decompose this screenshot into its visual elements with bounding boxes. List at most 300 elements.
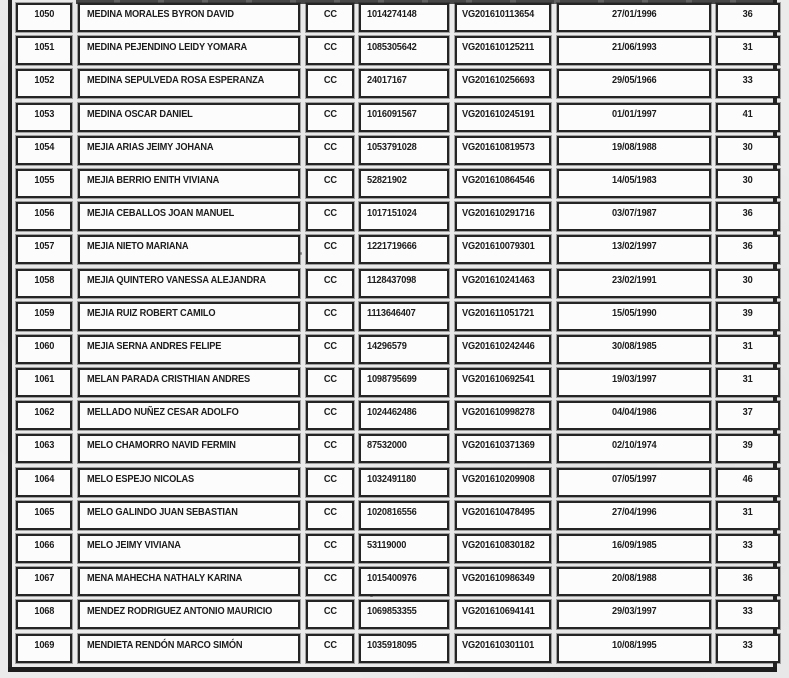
row-number: 1060 bbox=[34, 339, 54, 352]
table-bottom-border bbox=[8, 667, 777, 672]
code-value: VG201611051721 bbox=[462, 306, 535, 319]
date-cell bbox=[557, 169, 711, 198]
date-value: 10/08/1995 bbox=[611, 638, 657, 651]
document-type: CC bbox=[323, 339, 337, 352]
row-number-cell bbox=[16, 335, 72, 364]
document-type-cell bbox=[306, 103, 354, 132]
full-name-cell bbox=[78, 534, 300, 563]
row-number-cell bbox=[16, 634, 72, 663]
code-cell bbox=[455, 567, 551, 596]
row-number: 1064 bbox=[34, 472, 54, 485]
date-value: 01/01/1997 bbox=[611, 107, 657, 120]
row-number-cell bbox=[16, 600, 72, 629]
code-cell bbox=[455, 600, 551, 629]
table-row bbox=[0, 35, 789, 68]
age-value: 33 bbox=[743, 74, 753, 87]
code-cell bbox=[455, 36, 551, 65]
row-number-cell bbox=[16, 235, 72, 264]
full-name-cell bbox=[78, 235, 300, 264]
full-name-cell bbox=[78, 401, 300, 430]
document-type: CC bbox=[323, 406, 337, 419]
age-cell bbox=[716, 36, 780, 65]
age-value: 31 bbox=[743, 373, 753, 386]
document-type-cell bbox=[306, 36, 354, 65]
code-value: VG201610291716 bbox=[462, 207, 535, 220]
age-cell bbox=[716, 235, 780, 264]
age-cell bbox=[716, 401, 780, 430]
document-number: 87532000 bbox=[367, 439, 407, 452]
full-name-cell bbox=[78, 3, 300, 32]
document-number-cell bbox=[359, 634, 449, 663]
full-name: MELO GALINDO JUAN SEBASTIAN bbox=[87, 505, 238, 518]
code-cell bbox=[455, 302, 551, 331]
age-value: 31 bbox=[743, 339, 753, 352]
document-number-cell bbox=[359, 202, 449, 231]
full-name: MENDIETA RENDÓN MARCO SIMÓN bbox=[87, 638, 243, 651]
date-value: 21/06/1993 bbox=[611, 41, 657, 54]
table-row bbox=[0, 334, 789, 367]
table-row bbox=[0, 168, 789, 201]
age-cell bbox=[716, 3, 780, 32]
document-type: CC bbox=[323, 240, 337, 253]
document-number-cell bbox=[359, 434, 449, 463]
document-type: CC bbox=[323, 207, 337, 220]
date-value: 30/08/1985 bbox=[611, 339, 657, 352]
table-row bbox=[0, 500, 789, 533]
date-cell bbox=[557, 600, 711, 629]
code-cell bbox=[455, 434, 551, 463]
age-cell bbox=[716, 567, 780, 596]
full-name: MENA MAHECHA NATHALY KARINA bbox=[87, 572, 243, 585]
code-value: VG201610245191 bbox=[462, 107, 535, 120]
code-cell bbox=[455, 103, 551, 132]
document-number: 1113646407 bbox=[367, 306, 416, 319]
document-type: CC bbox=[323, 605, 337, 618]
age-value: 30 bbox=[743, 140, 753, 153]
row-number-cell bbox=[16, 534, 72, 563]
code-value: VG201610864546 bbox=[462, 173, 535, 186]
document-number: 1024462486 bbox=[367, 406, 417, 419]
document-number-cell bbox=[359, 600, 449, 629]
table-row bbox=[0, 201, 789, 234]
row-number: 1051 bbox=[34, 41, 54, 54]
document-type: CC bbox=[323, 572, 337, 585]
date-value: 13/02/1997 bbox=[611, 240, 657, 253]
document-type: CC bbox=[323, 373, 337, 386]
date-cell bbox=[557, 202, 711, 231]
document-number: 1035918095 bbox=[367, 638, 417, 651]
age-value: 31 bbox=[743, 505, 753, 518]
document-number: 1016091567 bbox=[367, 107, 417, 120]
date-cell bbox=[557, 235, 711, 264]
age-value: 33 bbox=[743, 539, 753, 551]
records-table bbox=[0, 2, 789, 666]
code-cell bbox=[455, 501, 551, 530]
full-name-cell bbox=[78, 468, 300, 497]
row-number: 1066 bbox=[34, 539, 54, 551]
document-number: 24017167 bbox=[367, 74, 407, 87]
code-value: VG201610209908 bbox=[462, 472, 535, 485]
document-number: 1015400976 bbox=[367, 572, 417, 585]
row-number: 1053 bbox=[34, 107, 54, 120]
document-number-cell bbox=[359, 401, 449, 430]
table-row bbox=[0, 400, 789, 433]
document-type-cell bbox=[306, 567, 354, 596]
date-value: 27/04/1996 bbox=[611, 505, 657, 518]
code-value: VG201610125211 bbox=[462, 41, 535, 54]
document-number: 1221719666 bbox=[367, 240, 417, 253]
row-number-cell bbox=[16, 69, 72, 98]
document-type-cell bbox=[306, 269, 354, 298]
row-number-cell bbox=[16, 169, 72, 198]
document-number-cell bbox=[359, 368, 449, 397]
document-type: CC bbox=[323, 505, 337, 518]
document-number: 14296579 bbox=[367, 339, 407, 352]
row-number: 1068 bbox=[34, 605, 54, 618]
age-value: 36 bbox=[743, 8, 753, 20]
row-number: 1063 bbox=[34, 439, 54, 452]
date-cell bbox=[557, 269, 711, 298]
full-name-cell bbox=[78, 69, 300, 98]
age-cell bbox=[716, 169, 780, 198]
row-number: 1062 bbox=[34, 406, 54, 419]
date-cell bbox=[557, 103, 711, 132]
date-value: 15/05/1990 bbox=[611, 306, 657, 319]
code-cell bbox=[455, 3, 551, 32]
table-row bbox=[0, 633, 789, 666]
age-cell bbox=[716, 335, 780, 364]
age-value: 46 bbox=[743, 472, 753, 485]
table-row bbox=[0, 433, 789, 466]
age-cell bbox=[716, 269, 780, 298]
date-cell bbox=[557, 136, 711, 165]
age-value: 31 bbox=[743, 41, 753, 54]
document-type: CC bbox=[323, 273, 337, 286]
code-value: VG201610301101 bbox=[462, 638, 535, 651]
code-cell bbox=[455, 634, 551, 663]
full-name-cell bbox=[78, 136, 300, 165]
date-value: 19/08/1988 bbox=[611, 140, 657, 153]
row-number-cell bbox=[16, 202, 72, 231]
code-cell bbox=[455, 202, 551, 231]
age-value: 33 bbox=[743, 638, 753, 651]
table-row bbox=[0, 533, 789, 566]
full-name-cell bbox=[78, 202, 300, 231]
document-type-cell bbox=[306, 69, 354, 98]
code-cell bbox=[455, 169, 551, 198]
document-type: CC bbox=[323, 74, 337, 87]
document-number-cell bbox=[359, 103, 449, 132]
date-cell bbox=[557, 434, 711, 463]
date-cell bbox=[557, 335, 711, 364]
document-type: CC bbox=[323, 472, 337, 485]
date-cell bbox=[557, 36, 711, 65]
document-type-cell bbox=[306, 501, 354, 530]
code-value: VG201610694141 bbox=[462, 605, 535, 618]
document-number-cell bbox=[359, 335, 449, 364]
row-number-cell bbox=[16, 269, 72, 298]
document-type-cell bbox=[306, 368, 354, 397]
date-cell bbox=[557, 69, 711, 98]
age-value: 36 bbox=[743, 572, 753, 585]
document-number: 1098795699 bbox=[367, 373, 417, 386]
document-type: CC bbox=[323, 638, 337, 651]
row-number-cell bbox=[16, 3, 72, 32]
row-number: 1061 bbox=[34, 373, 54, 386]
table-row bbox=[0, 599, 789, 632]
document-number-cell bbox=[359, 567, 449, 596]
document-number-cell bbox=[359, 136, 449, 165]
document-number: 1069853355 bbox=[367, 605, 417, 618]
age-cell bbox=[716, 368, 780, 397]
document-number-cell bbox=[359, 269, 449, 298]
row-number: 1052 bbox=[34, 74, 54, 87]
date-cell bbox=[557, 567, 711, 596]
row-number: 1055 bbox=[34, 173, 54, 186]
code-value: VG201610819573 bbox=[462, 140, 535, 153]
full-name-cell bbox=[78, 302, 300, 331]
date-cell bbox=[557, 368, 711, 397]
document-number: 1053791028 bbox=[367, 140, 417, 153]
document-number: 1085305642 bbox=[367, 41, 417, 54]
full-name: MEJIA ARIAS JEIMY JOHANA bbox=[87, 140, 214, 153]
full-name: MELO CHAMORRO NAVID FERMIN bbox=[87, 439, 236, 452]
full-name: MEDINA PEJENDINO LEIDY YOMARA bbox=[87, 41, 248, 54]
age-value: 30 bbox=[743, 273, 753, 286]
code-cell bbox=[455, 534, 551, 563]
table-row bbox=[0, 268, 789, 301]
age-value: 37 bbox=[743, 406, 753, 419]
full-name-cell bbox=[78, 600, 300, 629]
age-cell bbox=[716, 136, 780, 165]
document-type: CC bbox=[323, 41, 337, 54]
document-number-cell bbox=[359, 36, 449, 65]
date-value: 29/05/1966 bbox=[611, 74, 657, 87]
code-cell bbox=[455, 69, 551, 98]
full-name-cell bbox=[78, 169, 300, 198]
row-number-cell bbox=[16, 103, 72, 132]
document-number: 1014274148 bbox=[367, 8, 417, 20]
age-cell bbox=[716, 302, 780, 331]
document-type: CC bbox=[323, 439, 337, 452]
table-row bbox=[0, 234, 789, 267]
table-row bbox=[0, 102, 789, 135]
document-number-cell bbox=[359, 468, 449, 497]
table-row bbox=[0, 367, 789, 400]
document-type: CC bbox=[323, 8, 337, 20]
document-number-cell bbox=[359, 3, 449, 32]
date-value: 16/09/1985 bbox=[611, 539, 657, 551]
code-value: VG201610998278 bbox=[462, 406, 535, 419]
age-value: 36 bbox=[743, 240, 753, 253]
full-name: MELAN PARADA CRISTHIAN ANDRES bbox=[87, 373, 250, 386]
full-name-cell bbox=[78, 269, 300, 298]
document-type: CC bbox=[323, 173, 337, 186]
full-name-cell bbox=[78, 36, 300, 65]
code-cell bbox=[455, 136, 551, 165]
document-type: CC bbox=[323, 107, 337, 120]
code-value: VG201610371369 bbox=[462, 439, 535, 452]
date-value: 20/08/1988 bbox=[611, 572, 657, 585]
document-type-cell bbox=[306, 600, 354, 629]
date-value: 04/04/1986 bbox=[611, 406, 657, 419]
document-type-cell bbox=[306, 434, 354, 463]
document-number-cell bbox=[359, 302, 449, 331]
row-number: 1054 bbox=[34, 140, 54, 153]
document-type: CC bbox=[323, 539, 337, 551]
date-cell bbox=[557, 468, 711, 497]
code-cell bbox=[455, 468, 551, 497]
document-type-cell bbox=[306, 136, 354, 165]
document-number-cell bbox=[359, 169, 449, 198]
document-number: 1017151024 bbox=[367, 207, 417, 220]
age-value: 39 bbox=[743, 306, 753, 319]
row-number-cell bbox=[16, 401, 72, 430]
date-cell bbox=[557, 401, 711, 430]
full-name-cell bbox=[78, 501, 300, 530]
row-number: 1058 bbox=[34, 273, 54, 286]
row-number-cell bbox=[16, 36, 72, 65]
date-value: 02/10/1974 bbox=[611, 439, 657, 452]
date-cell bbox=[557, 534, 711, 563]
age-cell bbox=[716, 468, 780, 497]
row-number-cell bbox=[16, 434, 72, 463]
full-name-cell bbox=[78, 335, 300, 364]
document-type: CC bbox=[323, 140, 337, 153]
date-cell bbox=[557, 634, 711, 663]
age-cell bbox=[716, 600, 780, 629]
code-value: VG201610478495 bbox=[462, 505, 535, 518]
document-number-cell bbox=[359, 534, 449, 563]
age-cell bbox=[716, 534, 780, 563]
table-row bbox=[0, 68, 789, 101]
row-number-cell bbox=[16, 136, 72, 165]
full-name: MEJIA NIETO MARIANA bbox=[87, 240, 189, 253]
full-name: MEJIA BERRIO ENITH VIVIANA bbox=[87, 173, 220, 186]
full-name: MENDEZ RODRIGUEZ ANTONIO MAURICIO bbox=[87, 605, 273, 618]
document-number-cell bbox=[359, 501, 449, 530]
row-number-cell bbox=[16, 302, 72, 331]
table-row bbox=[0, 2, 789, 35]
document-type-cell bbox=[306, 634, 354, 663]
full-name: MEDINA SEPULVEDA ROSA ESPERANZA bbox=[87, 74, 265, 87]
date-cell bbox=[557, 302, 711, 331]
age-cell bbox=[716, 103, 780, 132]
table-row bbox=[0, 301, 789, 334]
document-type-cell bbox=[306, 235, 354, 264]
document-type-cell bbox=[306, 302, 354, 331]
full-name: MEJIA CEBALLOS JOAN MANUEL bbox=[87, 207, 235, 220]
row-number: 1069 bbox=[34, 638, 54, 651]
table-row bbox=[0, 566, 789, 599]
row-number: 1065 bbox=[34, 505, 54, 518]
document-number: 1032491180 bbox=[367, 472, 417, 485]
full-name-cell bbox=[78, 368, 300, 397]
date-cell bbox=[557, 3, 711, 32]
document-number-cell bbox=[359, 69, 449, 98]
full-name: MEDINA MORALES BYRON DAVID bbox=[87, 8, 234, 20]
row-number-cell bbox=[16, 368, 72, 397]
code-value: VG201610242446 bbox=[462, 339, 535, 352]
document-number: 52821902 bbox=[367, 173, 407, 186]
row-number-cell bbox=[16, 501, 72, 530]
document-type-cell bbox=[306, 401, 354, 430]
date-value: 07/05/1997 bbox=[611, 472, 657, 485]
full-name: MELO JEIMY VIVIANA bbox=[87, 539, 181, 551]
date-value: 03/07/1987 bbox=[611, 207, 657, 220]
full-name-cell bbox=[78, 434, 300, 463]
document-number: 53119000 bbox=[367, 539, 407, 551]
age-value: 39 bbox=[743, 439, 753, 452]
date-value: 14/05/1983 bbox=[611, 173, 657, 186]
table-row bbox=[0, 135, 789, 168]
date-cell bbox=[557, 501, 711, 530]
code-cell bbox=[455, 335, 551, 364]
age-cell bbox=[716, 501, 780, 530]
code-cell bbox=[455, 235, 551, 264]
age-cell bbox=[716, 634, 780, 663]
age-cell bbox=[716, 202, 780, 231]
age-value: 41 bbox=[743, 107, 753, 120]
full-name: MEJIA RUIZ ROBERT CAMILO bbox=[87, 306, 216, 319]
row-number: 1056 bbox=[34, 207, 54, 220]
document-type-cell bbox=[306, 468, 354, 497]
document-type-cell bbox=[306, 3, 354, 32]
date-value: 27/01/1996 bbox=[611, 8, 657, 20]
row-number: 1050 bbox=[34, 8, 54, 20]
full-name-cell bbox=[78, 103, 300, 132]
full-name: MEJIA SERNA ANDRES FELIPE bbox=[87, 339, 222, 352]
code-value: VG201610079301 bbox=[462, 240, 535, 253]
age-value: 30 bbox=[743, 173, 753, 186]
date-value: 23/02/1991 bbox=[611, 273, 657, 286]
row-number: 1067 bbox=[34, 572, 54, 585]
full-name-cell bbox=[78, 634, 300, 663]
code-value: VG201610692541 bbox=[462, 373, 535, 386]
full-name-cell bbox=[78, 567, 300, 596]
age-value: 33 bbox=[743, 605, 753, 618]
row-number-cell bbox=[16, 567, 72, 596]
code-value: VG201610830182 bbox=[462, 539, 535, 551]
row-number: 1057 bbox=[34, 240, 54, 253]
code-cell bbox=[455, 269, 551, 298]
document-type-cell bbox=[306, 202, 354, 231]
row-number-cell bbox=[16, 468, 72, 497]
age-cell bbox=[716, 434, 780, 463]
age-cell bbox=[716, 69, 780, 98]
row-number: 1059 bbox=[34, 306, 54, 319]
full-name: MEJIA QUINTERO VANESSA ALEJANDRA bbox=[87, 273, 267, 286]
code-value: VG201610241463 bbox=[462, 273, 535, 286]
code-cell bbox=[455, 368, 551, 397]
document-number-cell bbox=[359, 235, 449, 264]
full-name: MEDINA OSCAR DANIEL bbox=[87, 107, 193, 120]
document-type-cell bbox=[306, 534, 354, 563]
document-type-cell bbox=[306, 335, 354, 364]
document-type-cell bbox=[306, 169, 354, 198]
document-number: 1128437098 bbox=[367, 273, 417, 286]
document-type: CC bbox=[323, 306, 337, 319]
document-number: 1020816556 bbox=[367, 505, 417, 518]
date-value: 29/03/1997 bbox=[611, 605, 657, 618]
code-value: VG201610113654 bbox=[462, 8, 535, 20]
date-value: 19/03/1997 bbox=[611, 373, 657, 386]
full-name: MELO ESPEJO NICOLAS bbox=[87, 472, 195, 485]
code-cell bbox=[455, 401, 551, 430]
full-name: MELLADO NUÑEZ CESAR ADOLFO bbox=[87, 406, 239, 419]
code-value: VG201610986349 bbox=[462, 572, 535, 585]
table-row bbox=[0, 467, 789, 500]
